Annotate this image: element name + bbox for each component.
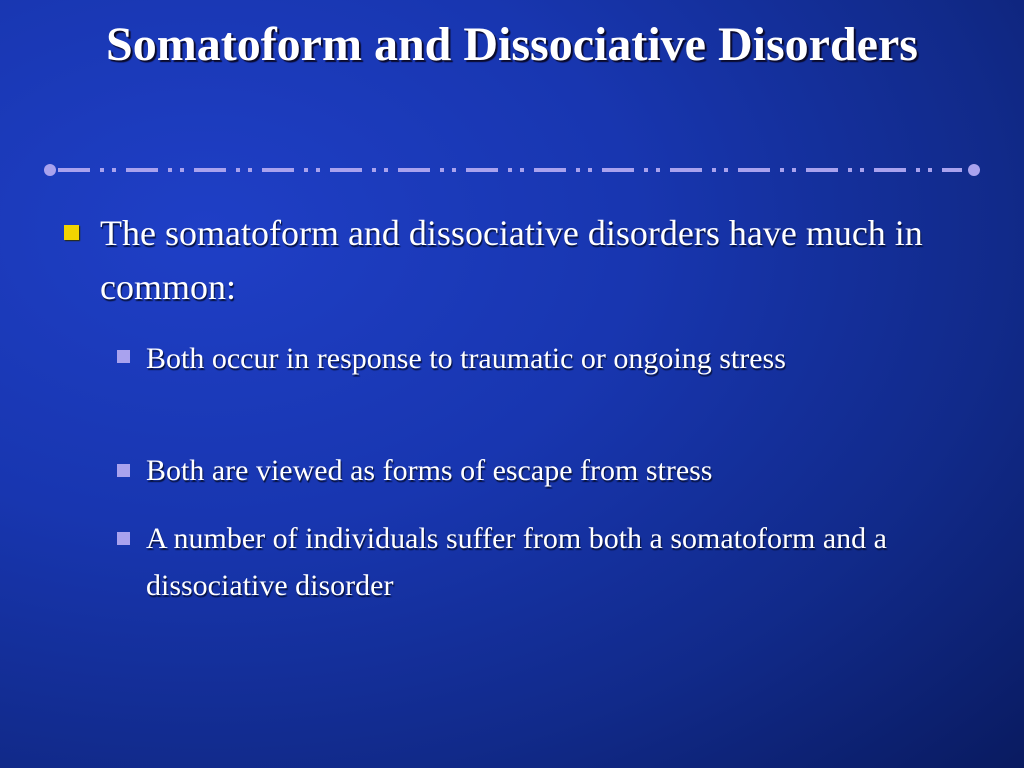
sub-point-1: Both occur in response to traumatic or ongoing stress bbox=[146, 342, 786, 375]
sub-bullet-icon bbox=[117, 464, 130, 477]
square-bullet-icon bbox=[64, 225, 79, 240]
bullet-main-point: The somatoform and dissociative disorders have much in common: bbox=[100, 213, 923, 307]
sub-bullet-icon bbox=[117, 350, 130, 363]
sub-point-3: A number of individuals suffer from both a somatoform and a dissociative disorder bbox=[146, 522, 887, 602]
sub-point-2: Both are viewed as forms of escape from stress bbox=[146, 454, 713, 487]
sub-bullet-icon bbox=[117, 532, 130, 545]
slide-title: Somatoform and Dissociative Disorders bbox=[106, 18, 918, 71]
